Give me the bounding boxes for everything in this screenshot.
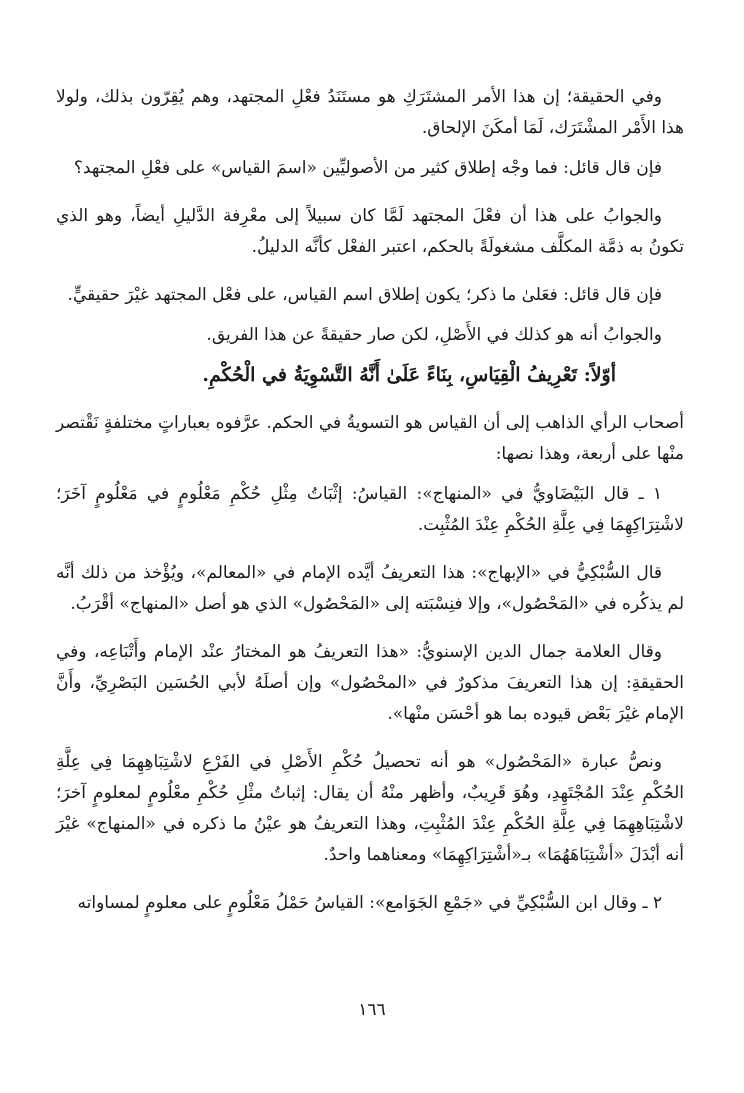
paragraph-3: والجوابُ على هذا أن فعْلَ المجتهد لَمَّا كان سبيلاً إلى معْرِفة الدَّليلِ أيضاً، وهو الذي تكونُ به ذمَّة المكلَّف مشغولَةً بالحكم، اعتبر الفعْل كأنَّه الدليلُ. — [56, 206, 684, 257]
paragraph-9: وقال العلامة جمال الدين الإسنويُّ: «هذا التعريفُ هو المختارُ عنْد الإمام وأَتْبَاعِه، وفي الحقيقةِ: إن هذا التعريفَ مذكورٌ في «المحْصُول» وإن أصلَهُ لأبي الحُسَين البَصْرِيِّ، وأَنَّ الإمام غيْرَ بَعْض قيوده بما هو أحْسَن منْها». — [56, 642, 684, 724]
paragraph-11: ٢ ـ وقال ابن السُّبْكِيِّ في «جَمْعِ الجَوَامع»: القياسُ حَمْلُ مَعْلُومٍ على معلومٍ لمساواته — [77, 893, 662, 913]
paragraph-6: أصحاب الرأي الذاهب إلى أن القياس هو التسويةُ في الحكم. عرَّفوه بعباراتٍ مختلفةٍ نَقْتصر منْها على أربعة، وهذا نصها: — [56, 413, 684, 464]
paragraph-2: فإن قال قائل: فما وجْه إطلاق كثير من الأصوليِّين «اسمَ القياس» على فعْلِ المجتهد؟ — [73, 158, 662, 178]
paragraph-7: ١ ـ قال البَيْضَاويُّ في «المنهاج»: القياسُ: إثْبَاتُ مِثْلِ حُكْمِ مَعْلُومٍ في مَعْلُومٍ آخَرَ؛ لاشْتِرَاكِهِمَا فِي عِلَّةِ الحُكْمِ عِنْدَ المُثْبِت. — [56, 484, 684, 535]
paragraph-10: ونصُّ عبارة «المَحْصُول» هو أنه تحصيلُ حُكْمِ الأَصْلِ في الفَرْعِ لاشْتِبَاهِهِمَا فِي عِلَّةِ الحُكْمِ عِنْدَ المُجْتَهِدِ، وهُوَ قَرِيبٌ، وأظهر منْهُ أن يقال: إثباتُ مثْلِ حُكْمِ معْلُومٍ لمعلومٍ آخرَ؛ لاشْتِبَاهِهِمَا فِي عِلَّةِ الحُكْمِ عِنْدَ المُثْبِتِ، وهذا التعريفُ هو عيْنُ ما ذكره في «المنهاج» غيْرَ أنه أبْدَلَ «أشْتِبَاهَهُمَا» بـ«أشْتِرَاكِهِمَا» ومعناهما واحدٌ. — [56, 752, 684, 865]
paragraph-4: فإن قال قائل: فعَلىٰ ما ذكر؛ يكون إطلاق اسم القياس، على فعْل المجتهد غيْرَ حقيقيٍّ. — [67, 285, 662, 305]
paragraph-8: قال السُّبْكِيُّ في «الإبهاج»: هذا التعريفُ أيَّده الإمام في «المعالم»، ويُؤْخذ من ذلك أنَّه لم يذكُره في «المَحْصُول»، وإلا فنِسْبَته إلى «المَحْصُول» الذي هو أصل «المنهاج» أقْرَبُ. — [56, 563, 684, 614]
page-number: ١٦٦ — [358, 1000, 386, 1020]
paragraph-1: وفي الحقيقة؛ إن هذا الأمر المشتَرَكِ هو مستَنَدُ فعْلِ المجتهد، وهم يُقِرّون بذلك، ولولا هذا الأَمْر المشْتَرَك، لَمَا أمكَنَ الإلحاق. — [56, 87, 684, 138]
paragraph-5: والجوابُ أنه هو كذلك في الأَصْلِ، لكن صار حقيقةً عن هذا الفريق. — [206, 325, 662, 345]
section-heading: أوّلاً: تَعْرِيفُ الْقِيَاسِ، بِنَاءً عَلَىٰ أَنَّهُ التَّسْوِيَةُ في الْحُكْمِ. — [202, 364, 616, 386]
body-text — [56, 82, 684, 936]
